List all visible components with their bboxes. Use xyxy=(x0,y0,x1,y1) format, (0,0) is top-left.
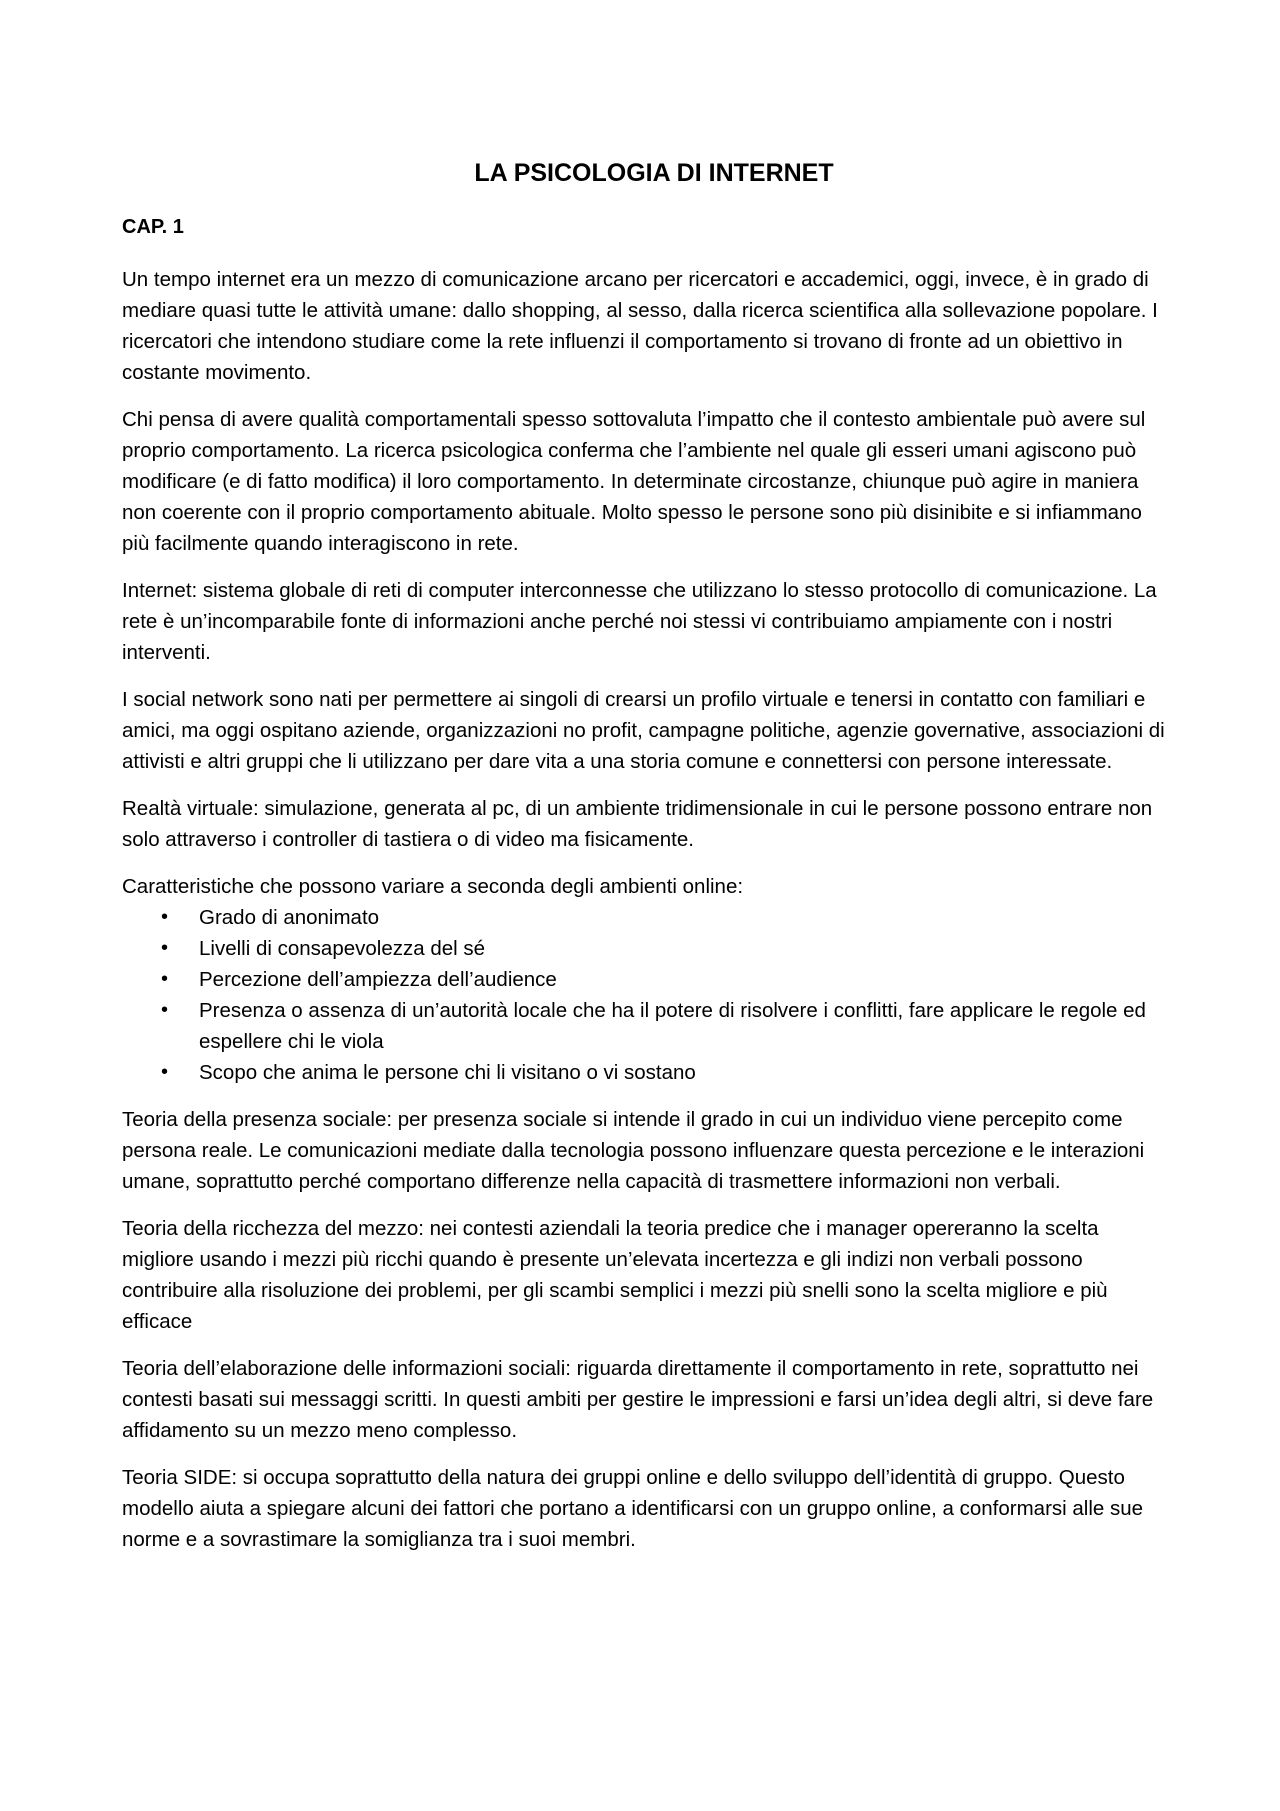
paragraph-social-information-processing-theory: Teoria dell’elaborazione delle informazioni sociali: riguarda direttamente il comportamento in rete, soprattutto nei contesti basati sui messaggi scritti. In questi ambiti per gestire le impressioni e farsi un’idea degli altri, si deve fare affidamento su un mezzo meno complesso. xyxy=(122,1357,1154,1442)
list-intro: Caratteristiche che possono variare a seconda degli ambienti online: xyxy=(122,875,744,898)
list-item xyxy=(122,902,1168,933)
list-item xyxy=(122,933,1168,964)
paragraph-social-presence-theory: Teoria della presenza sociale: per presenza sociale si intende il grado in cui un individuo viene percepito come persona reale. Le comunicazioni mediate dalla tecnologia possono influenzare questa percezione e le interazioni umane, soprattutto perché comportano differenze nella capacità di trasmettere informazioni non verbali. xyxy=(122,1108,1145,1193)
list-item-text: Livelli di consapevolezza del sé xyxy=(199,937,486,960)
paragraph-virtual-reality: Realtà virtuale: simulazione, generata al pc, di un ambiente tridimensionale in cui le persone possono entrare non solo attraverso i controller di tastiera o di video ma fisicamente. xyxy=(122,797,1153,851)
document-title: LA PSICOLOGIA DI INTERNET xyxy=(474,159,834,187)
bullet-icon: • xyxy=(161,937,169,959)
paragraph-intro-1: Un tempo internet era un mezzo di comunicazione arcano per ricercatori e accademici, oggi, invece, è in grado di mediare quasi tutte le attività umane: dallo shopping, al sesso, dalla ricerca scientifica alla sollevazione popolare. I ricercatori che intendono studiare come la rete influenzi il comportamento si trovano di fronte ad un obiettivo in costante movimento. xyxy=(122,268,1158,384)
bullet-icon: • xyxy=(161,999,169,1021)
paragraph-side-theory: Teoria SIDE: si occupa soprattutto della natura dei gruppi online e dello sviluppo dell’identità di gruppo. Questo modello aiuta a spiegare alcuni dei fattori che portano a identificarsi con un gruppo online, a conformarsi alle sue norme e a sovrastimare la somiglianza tra i suoi membri. xyxy=(122,1466,1144,1551)
paragraph-media-richness-theory: Teoria della ricchezza del mezzo: nei contesti aziendali la teoria predice che i manager opereranno la scelta migliore usando i mezzi più ricchi quando è presente un’elevata incertezza e gli indizi non verbali possono contribuire alla risoluzione dei problemi, per gli scambi semplici i mezzi più snelli sono la scelta migliore e più efficace xyxy=(122,1217,1108,1333)
chapter-heading: CAP. 1 xyxy=(122,216,184,238)
characteristics-list xyxy=(122,902,1168,1088)
paragraph-internet-definition: Internet: sistema globale di reti di computer interconnesse che utilizzano lo stesso protocollo di comunicazione. La rete è un’incomparabile fonte di informazioni anche perché noi stessi vi contribuiamo ampiamente con i nostri interventi. xyxy=(122,579,1157,664)
list-item xyxy=(122,964,1168,995)
list-item xyxy=(122,1057,1168,1088)
bullet-icon: • xyxy=(161,906,169,928)
paragraph-intro-2: Chi pensa di avere qualità comportamentali spesso sottovaluta l’impatto che il contesto ambientale può avere sul proprio comportamento. La ricerca psicologica conferma che l’ambiente nel quale gli esseri umani agiscono può modificare (e di fatto modifica) il loro comportamento. In determinate circostanze, chiunque può agire in maniera non coerente con il proprio comportamento abituale. Molto spesso le persone sono più disinibite e si infiammano più facilmente quando interagiscono in rete. xyxy=(122,408,1146,555)
list-item xyxy=(122,995,1168,1057)
paragraph-social-network: I social network sono nati per permettere ai singoli di crearsi un profilo virtuale e tenersi in contatto con familiari e amici, ma oggi ospitano aziende, organizzazioni no profit, campagne politiche, agenzie governative, associazioni di attivisti e altri gruppi che li utilizzano per dare vita a una storia comune e connettersi con persone interessate. xyxy=(122,688,1165,773)
list-item-text: Presenza o assenza di un’autorità locale che ha il potere di risolvere i conflitti, fare applicare le regole ed espellere chi le viola xyxy=(199,999,1146,1053)
list-item-text: Percezione dell’ampiezza dell’audience xyxy=(199,968,557,991)
bullet-icon: • xyxy=(161,1061,169,1083)
bullet-icon: • xyxy=(161,968,169,990)
list-item-text: Grado di anonimato xyxy=(199,906,380,929)
list-item-text: Scopo che anima le persone chi li visitano o vi sostano xyxy=(199,1061,696,1084)
